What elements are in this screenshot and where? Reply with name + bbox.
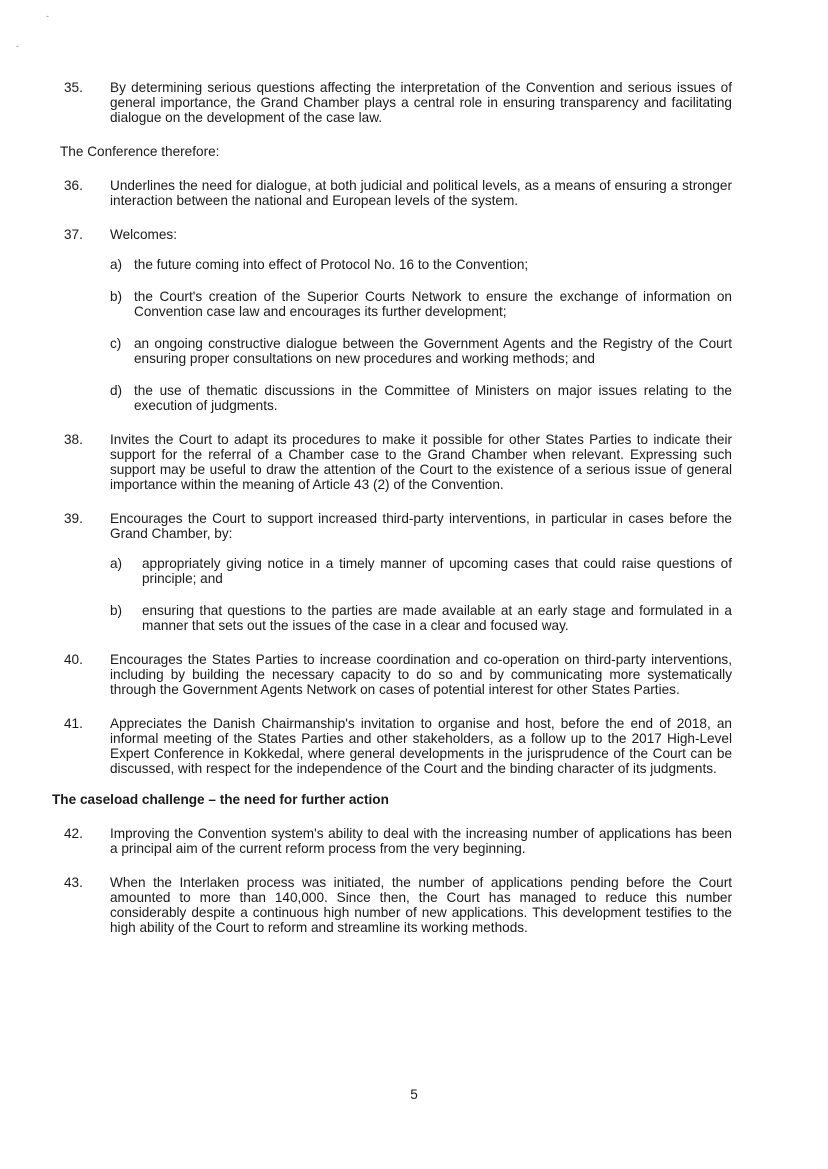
paragraph-text: When the Interlaken process was initiated, the number of applications pending before the Court amounted to more than 140,000. Since then, the Court has managed to reduce this number considerably despite a continuous high number of new applications. This development testifies to the high ability of the Court to reform and streamline its working methods. (110, 875, 732, 935)
paragraph-number: 35. (64, 80, 83, 95)
item-letter: b) (110, 603, 123, 618)
paragraph-number: 40. (64, 652, 83, 667)
paragraph-43 (64, 875, 732, 935)
paragraph-text: Improving the Convention system's ability to deal with the increasing number of applications has been a principal aim of the current reform process from the very beginning. (110, 826, 732, 856)
list-item (110, 556, 732, 586)
paragraph-38 (64, 432, 732, 492)
sub-item-list (110, 556, 732, 633)
paragraph-text: By determining serious questions affecting the interpretation of the Convention and serious issues of general importance, the Grand Chamber plays a central role in ensuring transparency and facilitating dialogue on the development of the case law. (110, 80, 732, 125)
item-letter: b) (110, 289, 123, 304)
list-item (110, 603, 732, 633)
scan-mark: - (46, 11, 49, 21)
paragraph-number: 41. (64, 716, 83, 731)
item-text: the use of thematic discussions in the Committee of Ministers on major issues relating to the execution of judgments. (134, 383, 732, 413)
paragraph-41 (64, 716, 732, 776)
document-page (52, 80, 732, 954)
section-heading: The caseload challenge – the need for further action (52, 792, 389, 807)
paragraph-text: Encourages the States Parties to increase coordination and co-operation on third-party interventions, including by building the necessary capacity to do so and by communicating more systematically through the Government Agents Network on cases of potential interest for other States Parties. (110, 652, 732, 697)
paragraph-35 (64, 80, 732, 125)
paragraph-number: 42. (64, 826, 83, 841)
sub-item-list (110, 257, 732, 413)
paragraph-number: 39. (64, 511, 83, 526)
paragraph-text: Underlines the need for dialogue, at both judicial and political levels, as a means of ensuring a stronger interaction between the national and European levels of the system. (110, 178, 732, 208)
paragraph-39 (64, 511, 732, 633)
paragraph-number: 43. (64, 875, 83, 890)
paragraph-37 (64, 227, 732, 413)
list-item (110, 257, 732, 272)
item-letter: a) (110, 257, 123, 272)
list-item (110, 289, 732, 319)
item-letter: d) (110, 383, 123, 398)
scan-mark: - (16, 41, 19, 51)
page-number: 5 (410, 1087, 418, 1102)
paragraph-text: Encourages the Court to support increased third-party interventions, in particular in cases before the Grand Chamber, by: (110, 511, 732, 541)
item-letter: c) (110, 336, 122, 351)
item-text: an ongoing constructive dialogue between the Government Agents and the Registry of the Court ensuring proper consultations on new procedures and working methods; and (134, 336, 732, 366)
conference-intro: The Conference therefore: (60, 144, 220, 159)
list-item (110, 336, 732, 366)
item-text: appropriately giving notice in a timely manner of upcoming cases that could raise questions of principle; and (142, 556, 732, 586)
paragraph-number: 36. (64, 178, 83, 193)
item-text: ensuring that questions to the parties are made available at an early stage and formulated in a manner that sets out the issues of the case in a clear and focused way. (142, 603, 732, 633)
item-text: the future coming into effect of Protocol No. 16 to the Convention; (134, 257, 529, 272)
item-text: the Court's creation of the Superior Courts Network to ensure the exchange of information on Convention case law and encourages its further development; (134, 289, 732, 319)
paragraph-42 (64, 826, 732, 856)
paragraph-40 (64, 652, 732, 697)
list-item (110, 383, 732, 413)
paragraph-text: Welcomes: (110, 227, 177, 242)
item-letter: a) (110, 556, 123, 571)
paragraph-text: Appreciates the Danish Chairmanship's invitation to organise and host, before the end of 2018, an informal meeting of the States Parties and other stakeholders, as a follow up to the 2017 High-Level Expert Conference in Kokkedal, where general developments in the jurisprudence of the Court can be discussed, with respect for the independence of the Court and the binding character of its judgments. (110, 716, 732, 776)
paragraph-number: 37. (64, 227, 83, 242)
paragraph-number: 38. (64, 432, 83, 447)
paragraph-36 (64, 178, 732, 208)
paragraph-text: Invites the Court to adapt its procedures to make it possible for other States Parties to indicate their support for the referral of a Chamber case to the Grand Chamber when relevant. Expressing such support may be useful to draw the attention of the Court to the existence of a serious issue of general importance within the meaning of Article 43 (2) of the Convention. (110, 432, 732, 492)
